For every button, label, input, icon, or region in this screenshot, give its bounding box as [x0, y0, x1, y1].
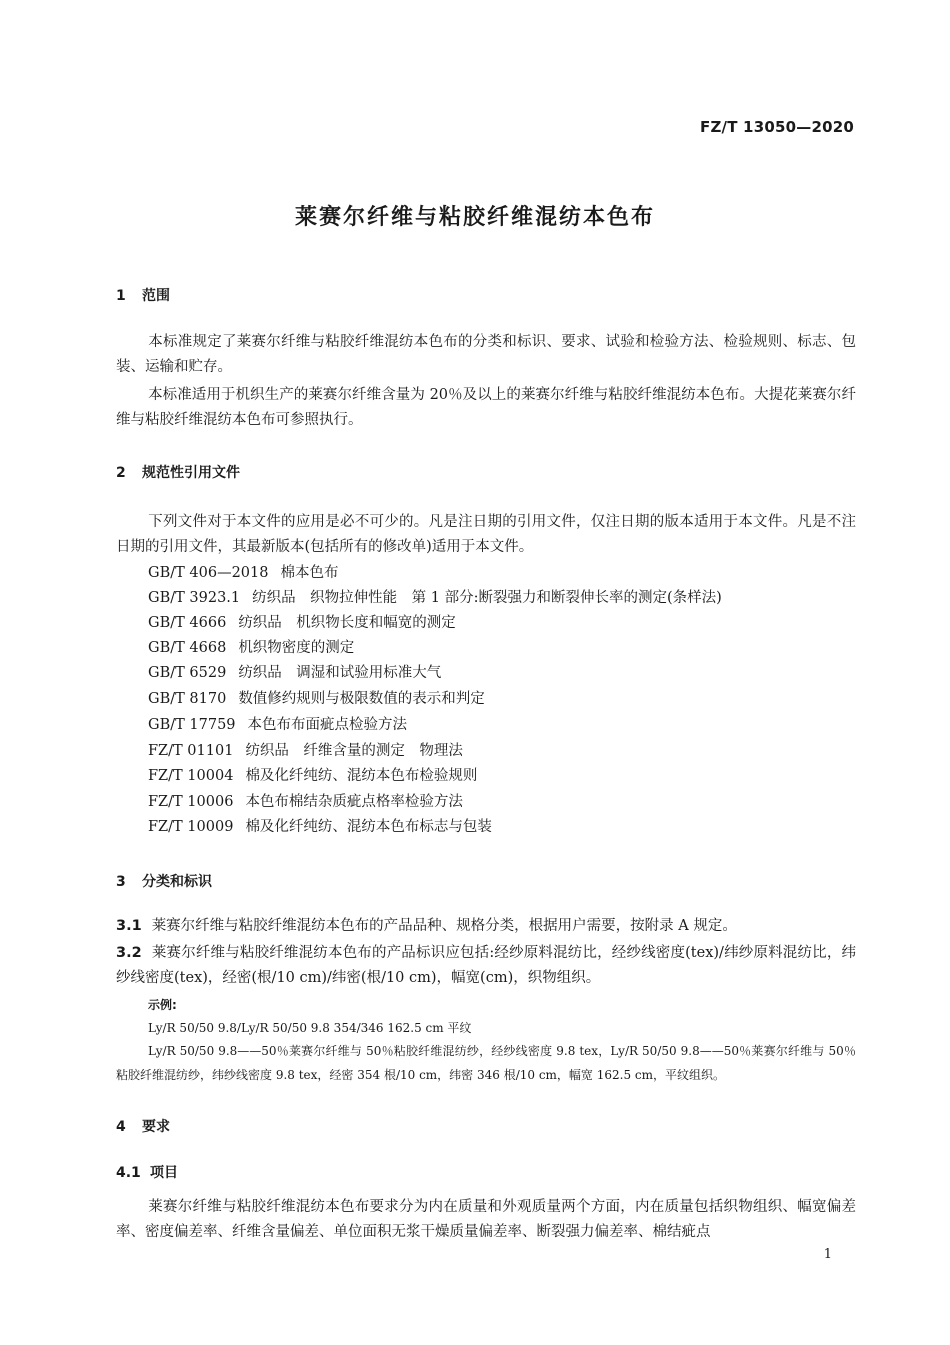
reference-item — [148, 790, 463, 815]
reference-title: 数值修约规则与极限数值的表示和判定 — [238, 691, 485, 707]
reference-code: GB/T 4666 — [148, 615, 227, 631]
reference-code: GB/T 6529 — [148, 665, 227, 681]
section-2-paragraph-1 — [116, 510, 856, 560]
reference-code: GB/T 8170 — [148, 691, 227, 707]
standard-number: FZ/T 13050—2020 — [700, 118, 854, 136]
reference-item — [148, 687, 485, 712]
reference-title: 纺织品 织物拉伸性能 第 1 部分:断裂强力和断裂伸长率的测定(条样法) — [252, 590, 722, 606]
section-title: 分类和标识 — [142, 874, 212, 890]
section-title: 范围 — [142, 288, 170, 304]
example-line-2 — [116, 1039, 856, 1087]
reference-title: 纺织品 纤维含量的测定 物理法 — [245, 743, 463, 759]
subsection-number: 4.1 — [116, 1165, 141, 1181]
reference-code: FZ/T 10004 — [148, 768, 234, 784]
clause-text: 莱赛尔纤维与粘胶纤维混纺本色布的产品标识应包括:经纱原料混纺比，经纱线密度(tex)/纬纱原料混纺比，纬纱线密度(tex)，经密(根/10 cm)/纬密(根/10 cm)，幅宽(cm)，织物组织。 — [116, 945, 856, 986]
reference-item — [148, 636, 354, 661]
section-number: 4 — [116, 1119, 126, 1135]
clause-number: 3.1 — [116, 918, 142, 934]
example-line-1: Ly/R 50/50 9.8/Ly/R 50/50 9.8 354/346 162.5 cm 平纹 — [148, 1021, 472, 1035]
section-number: 3 — [116, 874, 126, 890]
section-4-paragraph-1 — [116, 1195, 856, 1245]
example-label: 示例: — [148, 998, 177, 1012]
reference-code: GB/T 3923.1 — [148, 590, 241, 606]
reference-code: FZ/T 01101 — [148, 743, 234, 759]
section-1-paragraph-2 — [116, 383, 856, 433]
clause-number: 3.2 — [116, 945, 142, 961]
section-2-heading — [116, 462, 240, 482]
paragraph-text: 莱赛尔纤维与粘胶纤维混纺本色布要求分为内在质量和外观质量两个方面，内在质量包括织物组织、幅宽偏差率、密度偏差率、纤维含量偏差、单位面积无浆干燥质量偏差率、断裂强力偏差率、棉结疵点 — [116, 1199, 856, 1240]
reference-title: 纺织品 机织物长度和幅宽的测定 — [238, 615, 456, 631]
page-number: 1 — [823, 1247, 832, 1262]
subsection-4-1-heading — [116, 1162, 178, 1182]
reference-item — [148, 739, 463, 764]
section-1-heading — [116, 285, 170, 305]
reference-item — [148, 815, 492, 840]
clause-3-1 — [116, 914, 856, 939]
reference-code: GB/T 406—2018 — [148, 565, 269, 581]
reference-code: FZ/T 10006 — [148, 794, 234, 810]
section-1-paragraph-1 — [116, 330, 856, 380]
reference-item — [148, 586, 722, 611]
reference-title: 本色布棉结杂质疵点格率检验方法 — [245, 794, 463, 810]
subsection-title: 项目 — [150, 1165, 178, 1181]
reference-code: FZ/T 10009 — [148, 819, 234, 835]
reference-title: 棉本色布 — [280, 565, 339, 581]
section-number: 2 — [116, 465, 126, 481]
reference-item — [148, 611, 456, 636]
paragraph-text: 本标准适用于机织生产的莱赛尔纤维含量为 20％及以上的莱赛尔纤维与粘胶纤维混纺本色布。大提花莱赛尔纤维与粘胶纤维混纺本色布可参照执行。 — [116, 387, 856, 428]
section-number: 1 — [116, 288, 126, 304]
section-4-heading — [116, 1116, 170, 1136]
reference-title: 纺织品 调湿和试验用标准大气 — [238, 665, 442, 681]
paragraph-text: 下列文件对于本文件的应用是必不可少的。凡是注日期的引用文件，仅注日期的版本适用于本文件。凡是不注日期的引用文件，其最新版本(包括所有的修改单)适用于本文件。 — [116, 514, 856, 555]
reference-item — [148, 661, 441, 686]
reference-item — [148, 561, 338, 586]
reference-item — [148, 764, 477, 789]
example-text: Ly/R 50/50 9.8——50％莱赛尔纤维与 50％粘胶纤维混纺纱，经纱线密度 9.8 tex，Ly/R 50/50 9.8——50％莱赛尔纤维与 50％粘胶纤维混纺纱，纬纱线密度 9.8 tex，经密 354 根/10 cm，纬密 346 根/10 cm，幅宽 162.5 cm，平纹组织。 — [116, 1044, 856, 1082]
reference-code: GB/T 17759 — [148, 717, 236, 733]
reference-code: GB/T 4668 — [148, 640, 227, 656]
reference-title: 棉及化纤纯纺、混纺本色布检验规则 — [245, 768, 478, 784]
reference-title: 棉及化纤纯纺、混纺本色布标志与包装 — [245, 819, 492, 835]
reference-title: 机织物密度的测定 — [238, 640, 355, 656]
reference-item — [148, 713, 407, 738]
section-title: 要求 — [142, 1119, 170, 1135]
section-3-heading — [116, 871, 212, 891]
document-title: 莱赛尔纤维与粘胶纤维混纺本色布 — [294, 205, 655, 230]
reference-title: 本色布布面疵点检验方法 — [247, 717, 408, 733]
clause-3-2 — [116, 941, 856, 991]
section-title: 规范性引用文件 — [142, 465, 240, 481]
paragraph-text: 本标准规定了莱赛尔纤维与粘胶纤维混纺本色布的分类和标识、要求、试验和检验方法、检验规则、标志、包装、运输和贮存。 — [116, 334, 856, 375]
clause-text: 莱赛尔纤维与粘胶纤维混纺本色布的产品品种、规格分类，根据用户需要，按附录 A 规定。 — [151, 918, 737, 934]
